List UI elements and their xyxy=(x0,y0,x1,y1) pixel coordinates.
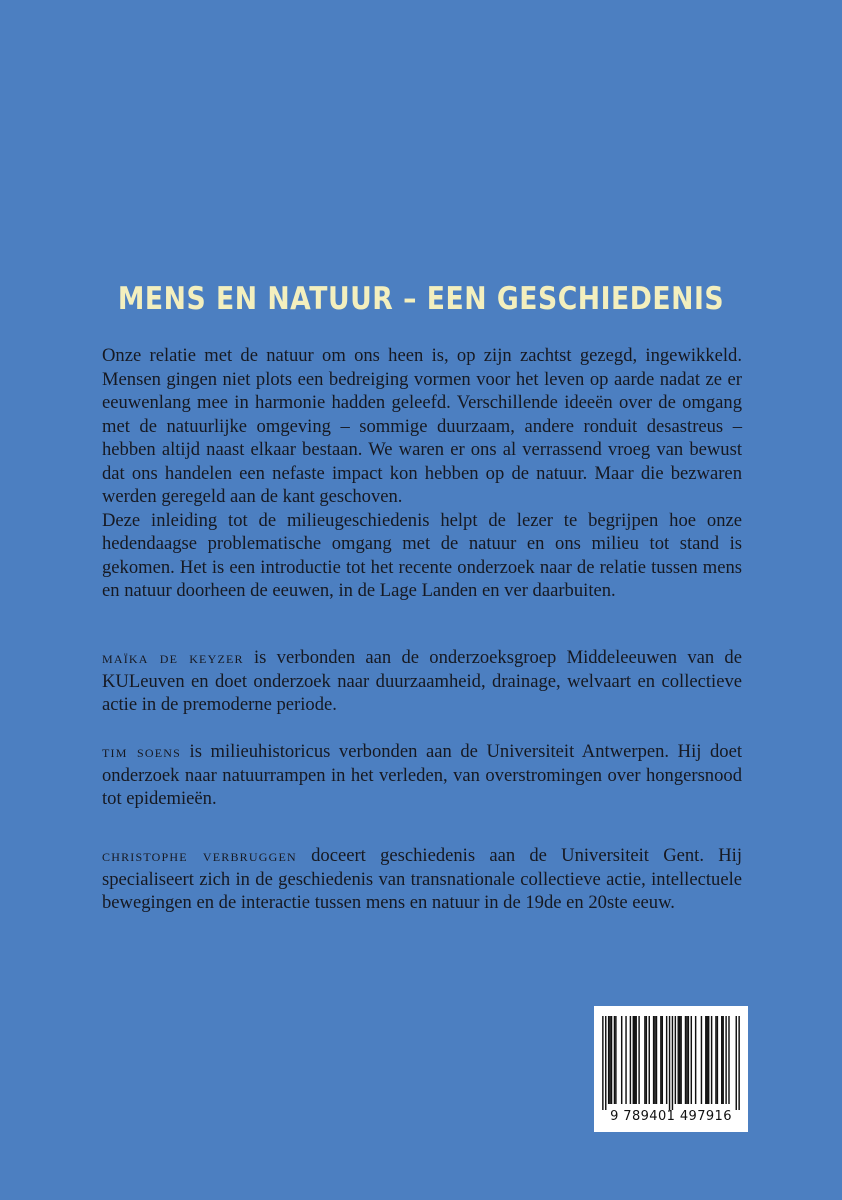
barcode-bar xyxy=(662,1016,663,1104)
blurb-paragraph-1: Onze relatie met de natuur om ons heen is, op zijn zachtst gezegd, ingewikkeld. Mensen gingen niet plots een bedreiging vormen voor het leven op aarde nadat ze er eeuwenlang mee in harmonie hadden geleefd. Verschillende ideeën over de omgang met de natuurlijke omgeving – sommige duurzaam, andere ronduit desastreus – hebben altijd naast elkaar bestaan. We waren er ons al verrassend vroeg van bewust dat ons handelen een nefaste impact kon hebben op de natuur. Maar die bezwaren werden geregeld aan de kant geschoven. xyxy=(102,345,742,507)
barcode-bar xyxy=(717,1016,718,1104)
barcode-bar xyxy=(611,1016,612,1104)
barcode-bar xyxy=(614,1016,615,1104)
barcode-bar xyxy=(621,1016,622,1104)
barcode-bar xyxy=(728,1016,729,1104)
barcode-bar xyxy=(678,1016,679,1104)
barcode-bar xyxy=(609,1016,610,1104)
author-bio-soens xyxy=(102,740,742,811)
barcode-bar xyxy=(705,1016,706,1104)
barcode-bar xyxy=(691,1016,692,1104)
barcode-bar xyxy=(680,1016,681,1104)
barcode-bar xyxy=(738,1016,739,1110)
barcode-bar xyxy=(675,1016,676,1104)
blurb-paragraph-2: Deze inleiding tot de milieugeschiedenis helpt de lezer te begrijpen hoe onze hedendaagse problematische omgang met de natuur en ons milieu tot stand is gekomen. Het is een introductie tot het recente onderzoek naar de relatie tussen mens en natuur doorheen de eeuwen, in de Lage Landen en ver daarbuiten. xyxy=(102,509,742,601)
author-name: tim soens xyxy=(102,742,181,761)
barcode-bar xyxy=(634,1016,635,1104)
barcode-bars xyxy=(594,1006,748,1110)
barcode-bar xyxy=(660,1016,661,1104)
barcode-bar xyxy=(666,1016,667,1104)
barcode-bar xyxy=(701,1016,702,1104)
barcode-bar xyxy=(715,1016,716,1104)
author-bio-de-keyzer xyxy=(102,646,742,717)
barcode-bar xyxy=(685,1016,686,1104)
barcode-bar xyxy=(721,1016,722,1104)
barcode-bar xyxy=(638,1016,639,1104)
barcode-bar xyxy=(633,1016,634,1104)
barcode-bar xyxy=(615,1016,616,1104)
author-bio-text: is verbonden aan de onderzoeksgroep Middeleeuwen van de KULeuven en doet onderzoek naar duurzaamheid, drainage, welvaart en collectieve actie in de premoderne periode. xyxy=(102,647,742,715)
isbn-barcode xyxy=(594,1006,748,1132)
barcode-bar xyxy=(630,1016,631,1104)
isbn-number: 9 789401 497916 xyxy=(610,1109,732,1124)
barcode-bar xyxy=(644,1016,645,1104)
barcode-bar xyxy=(608,1016,609,1104)
barcode-bar xyxy=(672,1016,673,1110)
author-name: christophe verbruggen xyxy=(102,846,297,865)
barcode-bar xyxy=(711,1016,712,1104)
author-name: maïka de keyzer xyxy=(102,648,244,667)
barcode-bar xyxy=(654,1016,655,1104)
barcode-bar xyxy=(653,1016,654,1104)
barcode-bar xyxy=(695,1016,696,1104)
barcode-bar xyxy=(635,1016,636,1104)
barcode-bar xyxy=(625,1016,626,1104)
author-bio-text: doceert geschiedenis aan de Universiteit Gent. Hij specialiseert zich in de geschiedenis van transnationale collectieve actie, intellectuele bewegingen en de interactie tussen mens en natuur in de 19de en 20ste eeuw. xyxy=(102,845,742,913)
barcode-bar xyxy=(679,1016,680,1104)
author-bio-verbruggen xyxy=(102,844,742,915)
barcode-bar xyxy=(722,1016,723,1104)
barcode-bar xyxy=(602,1016,603,1110)
barcode-bar xyxy=(646,1016,647,1104)
barcode-bar xyxy=(725,1016,726,1104)
book-title: MENS EN NATUUR – EEN GESCHIEDENIS xyxy=(117,281,725,317)
barcode-bar xyxy=(736,1016,737,1110)
author-bio-text: is milieuhistoricus verbonden aan de Universiteit Antwerpen. Hij doet onderzoek naar natuurrampen in het verleden, van overstromingen over hongersnood tot epidemieën. xyxy=(102,741,742,809)
barcode-bar xyxy=(707,1016,708,1104)
barcode-bar xyxy=(649,1016,650,1104)
barcode-bar xyxy=(605,1016,606,1110)
barcode-bar xyxy=(708,1016,709,1104)
blurb xyxy=(102,344,742,603)
barcode-bar xyxy=(656,1016,657,1104)
barcode-bar xyxy=(686,1016,687,1104)
barcode-bar xyxy=(688,1016,689,1104)
barcode-bar xyxy=(669,1016,670,1110)
